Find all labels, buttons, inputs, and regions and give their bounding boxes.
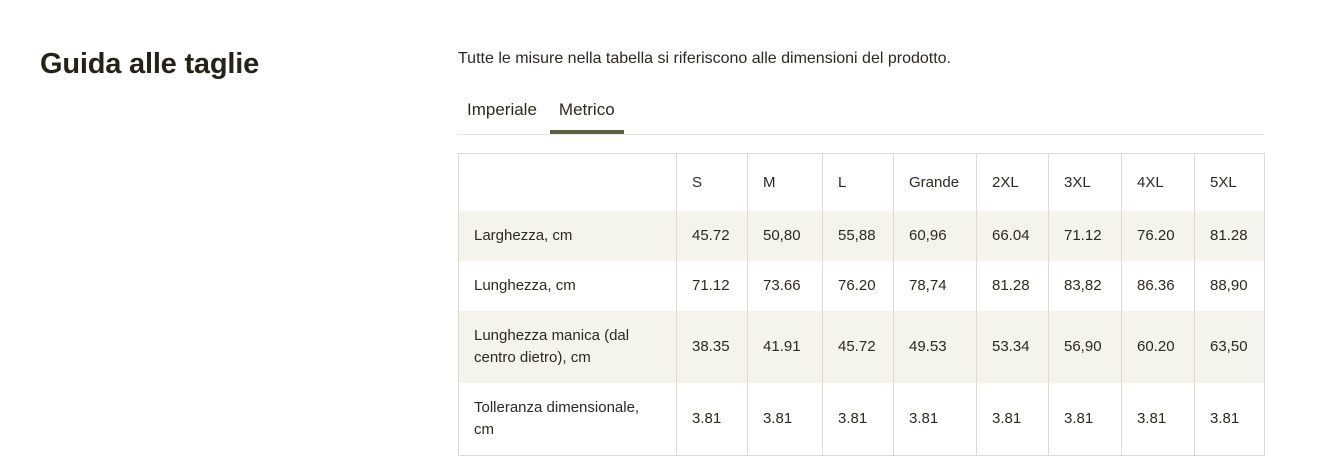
col-header-3xl: 3XL (1049, 154, 1122, 211)
size-value-cell: 71.12 (1049, 211, 1122, 261)
size-value-cell: 60.20 (1122, 311, 1195, 383)
table-row-lunghezza-manica (459, 311, 1265, 383)
size-value-cell: 71.12 (677, 261, 748, 311)
size-value-cell: 55,88 (823, 211, 894, 261)
size-value-cell: 3.81 (894, 383, 977, 456)
unit-tabs (458, 100, 1264, 135)
size-value-cell: 73.66 (748, 261, 823, 311)
col-header-s: S (677, 154, 748, 211)
measurement-label: Lunghezza manica (dal centro dietro), cm (474, 326, 630, 366)
measurement-label: Larghezza, cm (474, 226, 573, 244)
table-row-tolleranza (459, 383, 1265, 456)
col-header-empty (459, 154, 677, 211)
size-value-cell: 38.35 (677, 311, 748, 383)
col-header-l: L (823, 154, 894, 211)
size-value-cell: 81.28 (977, 261, 1049, 311)
size-guide-content-column (458, 48, 1264, 456)
size-value-cell: 50,80 (748, 211, 823, 261)
size-value-cell: 41.91 (748, 311, 823, 383)
size-table-header-row (459, 154, 1265, 211)
size-value-cell: 3.81 (1049, 383, 1122, 456)
size-value-cell: 76.20 (1122, 211, 1195, 261)
measurement-label: Tolleranza dimensionale, cm (474, 398, 640, 438)
size-value-cell: 66.04 (977, 211, 1049, 261)
size-value-cell: 83,82 (1049, 261, 1122, 311)
size-value-cell: 81.28 (1195, 211, 1265, 261)
size-value-cell: 88,90 (1195, 261, 1265, 311)
col-header-4xl: 4XL (1122, 154, 1195, 211)
size-value-cell: 53.34 (977, 311, 1049, 383)
size-value-cell: 60,96 (894, 211, 977, 261)
col-header-2xl: 2XL (977, 154, 1049, 211)
size-guide-title-column (40, 48, 458, 456)
col-header-m: M (748, 154, 823, 211)
col-header-5xl: 5XL (1195, 154, 1265, 211)
size-value-cell: 3.81 (677, 383, 748, 456)
size-value-cell: 45.72 (823, 311, 894, 383)
size-value-cell: 45.72 (677, 211, 748, 261)
col-header-grande: Grande (894, 154, 977, 211)
size-value-cell: 3.81 (1195, 383, 1265, 456)
size-value-cell: 49.53 (894, 311, 977, 383)
size-guide-description: Tutte le misure nella tabella si riferiscono alle dimensioni del prodotto. (458, 50, 951, 67)
size-value-cell: 76.20 (823, 261, 894, 311)
tab-metrico[interactable]: Metrico (550, 100, 624, 134)
size-value-cell: 56,90 (1049, 311, 1122, 383)
measurement-label: Lunghezza, cm (474, 276, 576, 294)
size-value-cell: 86.36 (1122, 261, 1195, 311)
size-value-cell: 3.81 (977, 383, 1049, 456)
table-row-larghezza (459, 211, 1265, 261)
size-value-cell: 3.81 (823, 383, 894, 456)
size-value-cell: 3.81 (748, 383, 823, 456)
tab-imperiale[interactable]: Imperiale (458, 100, 546, 134)
size-value-cell: 63,50 (1195, 311, 1265, 383)
size-value-cell: 3.81 (1122, 383, 1195, 456)
size-table (458, 153, 1265, 456)
page-title: Guida alle taglie (40, 48, 259, 80)
size-value-cell: 78,74 (894, 261, 977, 311)
table-row-lunghezza (459, 261, 1265, 311)
